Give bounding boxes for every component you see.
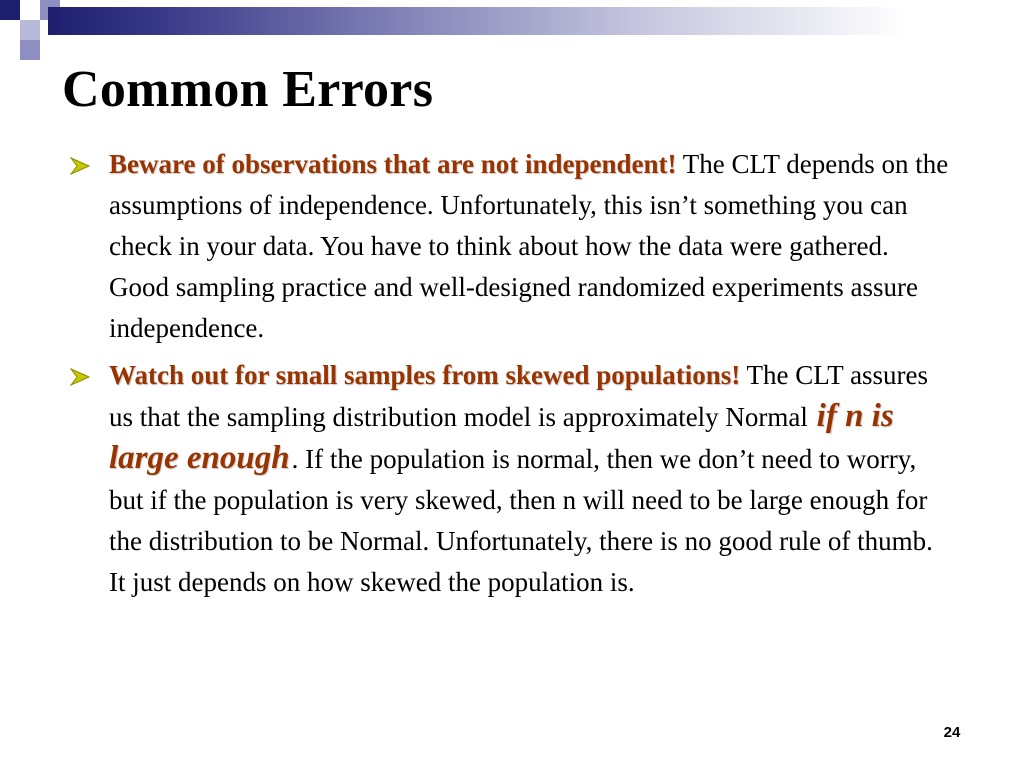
bullet-lead-text: Beware of observations that are not independent! bbox=[109, 149, 677, 179]
bullet-lead-text: Watch out for small samples from skewed populations! bbox=[109, 360, 741, 390]
page-number: 24 bbox=[943, 724, 961, 741]
bullet-body-text: The CLT assures us that the sampling distribution model is approximately Normal bbox=[109, 360, 929, 432]
emphasis-text: if n is large enough bbox=[109, 398, 894, 476]
chevron-arrow-icon bbox=[70, 157, 90, 175]
bullet-body-text: The CLT depends on the assumptions of independence. Unfortunately, this isn’t something you can check in your data. You have to think about how the data were gathered. Good sampling practice and well-designed randomized experiments assure independence. bbox=[109, 149, 949, 343]
slide-title: Common Errors bbox=[62, 61, 434, 118]
bullet-list bbox=[70, 144, 950, 609]
chevron-arrow-icon bbox=[70, 368, 90, 386]
bullet-body-text: . If the population is normal, then we don’t need to worry, but if the population is very skewed, then n will need to be large enough for the distribution to be Normal. Unfortunately, there is no good rule of thumb. It just depends on how skewed the population is. bbox=[109, 444, 933, 597]
bullet-item-independence bbox=[70, 144, 950, 349]
header-gradient-band bbox=[48, 7, 1024, 35]
bullet-item-small-samples bbox=[70, 355, 950, 603]
